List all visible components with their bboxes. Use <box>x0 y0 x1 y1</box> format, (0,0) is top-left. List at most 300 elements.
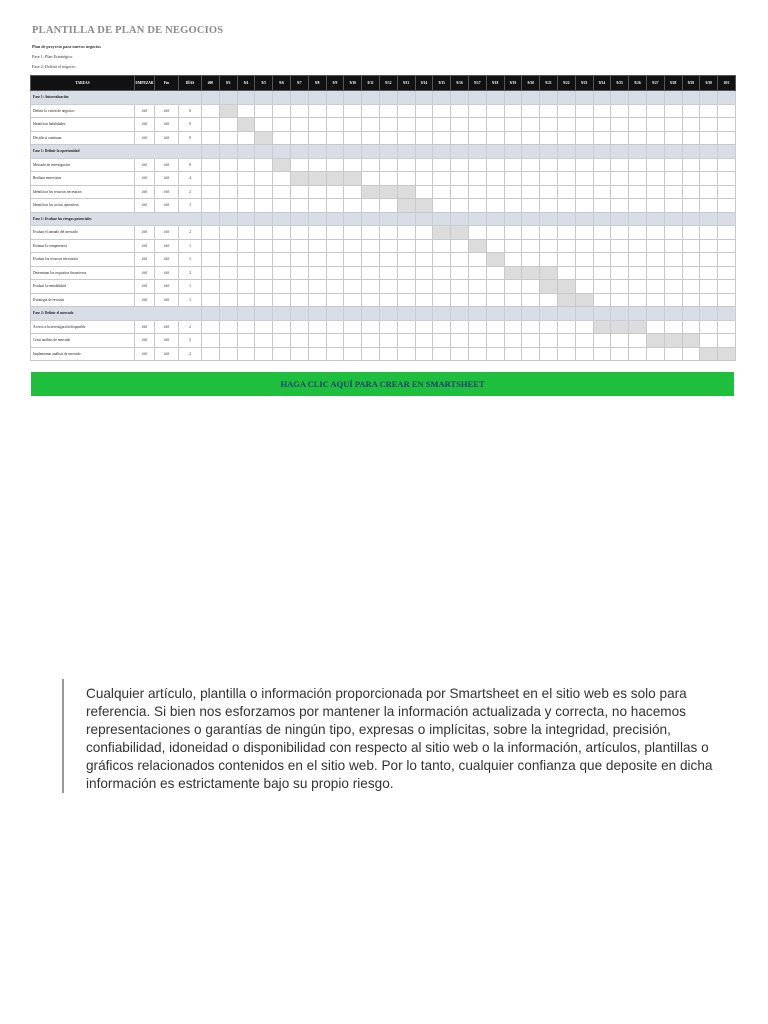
day-cell[interactable] <box>326 185 344 199</box>
day-cell[interactable] <box>504 334 522 348</box>
day-cell[interactable] <box>646 158 664 172</box>
day-cell[interactable] <box>575 320 593 334</box>
start-cell[interactable]: ### <box>135 280 155 294</box>
day-cell[interactable] <box>219 253 237 267</box>
day-cell[interactable] <box>308 118 326 132</box>
day-cell[interactable] <box>486 199 504 213</box>
day-cell[interactable] <box>362 253 380 267</box>
day-cell[interactable] <box>575 226 593 240</box>
day-cell[interactable] <box>255 118 273 132</box>
day-cell[interactable] <box>504 172 522 186</box>
day-cell[interactable] <box>255 347 273 361</box>
task-cell[interactable]: Estrategia de revisión <box>31 293 135 307</box>
day-cell[interactable] <box>682 280 700 294</box>
day-cell[interactable] <box>273 172 291 186</box>
task-cell[interactable]: Evaluar el tamaño del mercado <box>31 226 135 240</box>
day-cell[interactable] <box>682 253 700 267</box>
day-cell[interactable] <box>362 118 380 132</box>
day-cell[interactable] <box>433 158 451 172</box>
day-cell[interactable] <box>700 131 718 145</box>
day-cell[interactable] <box>326 118 344 132</box>
days-cell[interactable]: 0 <box>179 118 202 132</box>
day-cell[interactable] <box>237 266 255 280</box>
gantt-bar-cell[interactable] <box>451 226 469 240</box>
day-cell[interactable] <box>486 266 504 280</box>
end-cell[interactable]: ### <box>155 347 179 361</box>
day-cell[interactable] <box>486 185 504 199</box>
gantt-bar-cell[interactable] <box>593 320 611 334</box>
day-cell[interactable] <box>397 253 415 267</box>
day-cell[interactable] <box>344 320 362 334</box>
day-cell[interactable] <box>486 347 504 361</box>
day-cell[interactable] <box>664 104 682 118</box>
day-cell[interactable] <box>468 347 486 361</box>
task-cell[interactable]: Implementar análisis de mercado <box>31 347 135 361</box>
day-cell[interactable] <box>718 334 736 348</box>
day-cell[interactable] <box>504 280 522 294</box>
start-cell[interactable]: ### <box>135 293 155 307</box>
day-cell[interactable] <box>718 131 736 145</box>
day-cell[interactable] <box>237 253 255 267</box>
day-cell[interactable] <box>486 334 504 348</box>
day-cell[interactable] <box>344 104 362 118</box>
day-cell[interactable] <box>700 253 718 267</box>
day-cell[interactable] <box>700 104 718 118</box>
gantt-bar-cell[interactable] <box>629 320 647 334</box>
day-cell[interactable] <box>290 104 308 118</box>
days-cell[interactable]: 1 <box>179 199 202 213</box>
gantt-bar-cell[interactable] <box>433 226 451 240</box>
task-cell[interactable]: Estimar la competencia <box>31 239 135 253</box>
day-cell[interactable] <box>522 185 540 199</box>
day-cell[interactable] <box>468 118 486 132</box>
days-cell[interactable]: 0 <box>179 131 202 145</box>
day-cell[interactable] <box>700 293 718 307</box>
day-cell[interactable] <box>202 172 220 186</box>
end-cell[interactable]: ### <box>155 280 179 294</box>
day-cell[interactable] <box>646 199 664 213</box>
day-cell[interactable] <box>344 253 362 267</box>
day-cell[interactable] <box>255 320 273 334</box>
day-cell[interactable] <box>629 185 647 199</box>
day-cell[interactable] <box>557 226 575 240</box>
day-cell[interactable] <box>540 320 558 334</box>
day-cell[interactable] <box>593 226 611 240</box>
day-cell[interactable] <box>451 280 469 294</box>
day-cell[interactable] <box>362 334 380 348</box>
day-cell[interactable] <box>255 226 273 240</box>
day-cell[interactable] <box>202 199 220 213</box>
day-cell[interactable] <box>540 239 558 253</box>
day-cell[interactable] <box>290 334 308 348</box>
end-cell[interactable]: ### <box>155 172 179 186</box>
day-cell[interactable] <box>557 334 575 348</box>
day-cell[interactable] <box>219 293 237 307</box>
day-cell[interactable] <box>646 131 664 145</box>
day-cell[interactable] <box>557 253 575 267</box>
day-cell[interactable] <box>255 293 273 307</box>
day-cell[interactable] <box>575 280 593 294</box>
day-cell[interactable] <box>664 347 682 361</box>
day-cell[interactable] <box>575 131 593 145</box>
day-cell[interactable] <box>397 118 415 132</box>
day-cell[interactable] <box>593 185 611 199</box>
day-cell[interactable] <box>379 239 397 253</box>
day-cell[interactable] <box>202 104 220 118</box>
day-cell[interactable] <box>682 118 700 132</box>
day-cell[interactable] <box>397 104 415 118</box>
day-cell[interactable] <box>629 253 647 267</box>
day-cell[interactable] <box>664 131 682 145</box>
day-cell[interactable] <box>237 131 255 145</box>
day-cell[interactable] <box>468 334 486 348</box>
day-cell[interactable] <box>557 239 575 253</box>
day-cell[interactable] <box>326 226 344 240</box>
day-cell[interactable] <box>273 266 291 280</box>
gantt-bar-cell[interactable] <box>326 172 344 186</box>
day-cell[interactable] <box>397 172 415 186</box>
end-cell[interactable]: ### <box>155 226 179 240</box>
gantt-bar-cell[interactable] <box>486 253 504 267</box>
day-cell[interactable] <box>308 104 326 118</box>
day-cell[interactable] <box>593 172 611 186</box>
day-cell[interactable] <box>415 280 433 294</box>
day-cell[interactable] <box>682 226 700 240</box>
day-cell[interactable] <box>504 118 522 132</box>
day-cell[interactable] <box>326 253 344 267</box>
day-cell[interactable] <box>362 239 380 253</box>
day-cell[interactable] <box>629 104 647 118</box>
day-cell[interactable] <box>664 280 682 294</box>
day-cell[interactable] <box>611 347 629 361</box>
day-cell[interactable] <box>202 347 220 361</box>
gantt-bar-cell[interactable] <box>611 320 629 334</box>
day-cell[interactable] <box>308 185 326 199</box>
day-cell[interactable] <box>504 199 522 213</box>
gantt-bar-cell[interactable] <box>237 118 255 132</box>
day-cell[interactable] <box>611 158 629 172</box>
day-cell[interactable] <box>486 239 504 253</box>
day-cell[interactable] <box>290 253 308 267</box>
day-cell[interactable] <box>202 334 220 348</box>
day-cell[interactable] <box>468 266 486 280</box>
day-cell[interactable] <box>700 172 718 186</box>
days-cell[interactable]: 3 <box>179 334 202 348</box>
day-cell[interactable] <box>202 280 220 294</box>
day-cell[interactable] <box>611 253 629 267</box>
day-cell[interactable] <box>682 158 700 172</box>
gantt-bar-cell[interactable] <box>557 280 575 294</box>
day-cell[interactable] <box>451 185 469 199</box>
day-cell[interactable] <box>433 347 451 361</box>
day-cell[interactable] <box>255 266 273 280</box>
days-cell[interactable]: 2 <box>179 185 202 199</box>
day-cell[interactable] <box>219 280 237 294</box>
day-cell[interactable] <box>522 253 540 267</box>
day-cell[interactable] <box>326 104 344 118</box>
day-cell[interactable] <box>611 239 629 253</box>
day-cell[interactable] <box>255 172 273 186</box>
day-cell[interactable] <box>202 320 220 334</box>
day-cell[interactable] <box>451 253 469 267</box>
day-cell[interactable] <box>700 118 718 132</box>
day-cell[interactable] <box>646 320 664 334</box>
day-cell[interactable] <box>344 185 362 199</box>
day-cell[interactable] <box>237 293 255 307</box>
day-cell[interactable] <box>575 347 593 361</box>
day-cell[interactable] <box>415 172 433 186</box>
day-cell[interactable] <box>273 253 291 267</box>
day-cell[interactable] <box>593 253 611 267</box>
day-cell[interactable] <box>575 118 593 132</box>
day-cell[interactable] <box>646 104 664 118</box>
day-cell[interactable] <box>718 158 736 172</box>
day-cell[interactable] <box>522 239 540 253</box>
day-cell[interactable] <box>255 199 273 213</box>
day-cell[interactable] <box>415 334 433 348</box>
end-cell[interactable]: ### <box>155 266 179 280</box>
day-cell[interactable] <box>522 226 540 240</box>
end-cell[interactable]: ### <box>155 158 179 172</box>
day-cell[interactable] <box>540 172 558 186</box>
end-cell[interactable]: ### <box>155 118 179 132</box>
day-cell[interactable] <box>629 172 647 186</box>
day-cell[interactable] <box>255 158 273 172</box>
day-cell[interactable] <box>362 158 380 172</box>
day-cell[interactable] <box>575 104 593 118</box>
gantt-bar-cell[interactable] <box>522 266 540 280</box>
day-cell[interactable] <box>379 347 397 361</box>
day-cell[interactable] <box>273 199 291 213</box>
day-cell[interactable] <box>468 226 486 240</box>
day-cell[interactable] <box>273 280 291 294</box>
day-cell[interactable] <box>362 347 380 361</box>
day-cell[interactable] <box>255 185 273 199</box>
day-cell[interactable] <box>468 158 486 172</box>
gantt-bar-cell[interactable] <box>664 334 682 348</box>
day-cell[interactable] <box>219 239 237 253</box>
day-cell[interactable] <box>344 280 362 294</box>
day-cell[interactable] <box>237 280 255 294</box>
day-cell[interactable] <box>611 199 629 213</box>
day-cell[interactable] <box>664 199 682 213</box>
day-cell[interactable] <box>611 334 629 348</box>
day-cell[interactable] <box>255 280 273 294</box>
day-cell[interactable] <box>255 334 273 348</box>
day-cell[interactable] <box>379 158 397 172</box>
day-cell[interactable] <box>344 239 362 253</box>
day-cell[interactable] <box>611 185 629 199</box>
start-cell[interactable]: ### <box>135 118 155 132</box>
day-cell[interactable] <box>629 334 647 348</box>
day-cell[interactable] <box>611 293 629 307</box>
start-cell[interactable]: ### <box>135 226 155 240</box>
day-cell[interactable] <box>415 131 433 145</box>
day-cell[interactable] <box>700 280 718 294</box>
days-cell[interactable]: 4 <box>179 172 202 186</box>
day-cell[interactable] <box>486 280 504 294</box>
start-cell[interactable]: ### <box>135 104 155 118</box>
day-cell[interactable] <box>290 185 308 199</box>
day-cell[interactable] <box>273 131 291 145</box>
start-cell[interactable]: ### <box>135 199 155 213</box>
day-cell[interactable] <box>718 266 736 280</box>
day-cell[interactable] <box>290 347 308 361</box>
day-cell[interactable] <box>682 104 700 118</box>
day-cell[interactable] <box>219 185 237 199</box>
day-cell[interactable] <box>273 347 291 361</box>
task-cell[interactable]: Identificar los recursos necesarios <box>31 185 135 199</box>
day-cell[interactable] <box>486 293 504 307</box>
day-cell[interactable] <box>504 131 522 145</box>
day-cell[interactable] <box>593 334 611 348</box>
days-cell[interactable]: 0 <box>179 158 202 172</box>
day-cell[interactable] <box>415 347 433 361</box>
day-cell[interactable] <box>290 293 308 307</box>
create-in-smartsheet-button[interactable]: HAGA CLIC AQUÍ PARA CREAR EN SMARTSHEET <box>31 372 734 396</box>
task-cell[interactable]: Definir la visión de negocios <box>31 104 135 118</box>
day-cell[interactable] <box>646 172 664 186</box>
day-cell[interactable] <box>237 334 255 348</box>
day-cell[interactable] <box>700 199 718 213</box>
day-cell[interactable] <box>344 199 362 213</box>
start-cell[interactable]: ### <box>135 266 155 280</box>
day-cell[interactable] <box>504 158 522 172</box>
day-cell[interactable] <box>575 334 593 348</box>
day-cell[interactable] <box>344 266 362 280</box>
day-cell[interactable] <box>540 118 558 132</box>
days-cell[interactable]: 0 <box>179 104 202 118</box>
day-cell[interactable] <box>593 158 611 172</box>
day-cell[interactable] <box>611 226 629 240</box>
day-cell[interactable] <box>504 226 522 240</box>
day-cell[interactable] <box>629 118 647 132</box>
end-cell[interactable]: ### <box>155 104 179 118</box>
day-cell[interactable] <box>308 239 326 253</box>
day-cell[interactable] <box>646 280 664 294</box>
gantt-bar-cell[interactable] <box>468 239 486 253</box>
day-cell[interactable] <box>504 185 522 199</box>
day-cell[interactable] <box>273 320 291 334</box>
day-cell[interactable] <box>575 266 593 280</box>
day-cell[interactable] <box>575 158 593 172</box>
day-cell[interactable] <box>379 266 397 280</box>
day-cell[interactable] <box>415 185 433 199</box>
end-cell[interactable]: ### <box>155 131 179 145</box>
day-cell[interactable] <box>664 185 682 199</box>
day-cell[interactable] <box>255 253 273 267</box>
end-cell[interactable]: ### <box>155 239 179 253</box>
day-cell[interactable] <box>557 104 575 118</box>
day-cell[interactable] <box>308 320 326 334</box>
day-cell[interactable] <box>415 104 433 118</box>
day-cell[interactable] <box>664 266 682 280</box>
day-cell[interactable] <box>415 239 433 253</box>
day-cell[interactable] <box>219 118 237 132</box>
day-cell[interactable] <box>219 266 237 280</box>
day-cell[interactable] <box>379 104 397 118</box>
day-cell[interactable] <box>664 118 682 132</box>
day-cell[interactable] <box>362 104 380 118</box>
day-cell[interactable] <box>629 199 647 213</box>
day-cell[interactable] <box>504 253 522 267</box>
day-cell[interactable] <box>255 104 273 118</box>
day-cell[interactable] <box>611 266 629 280</box>
day-cell[interactable] <box>397 334 415 348</box>
day-cell[interactable] <box>308 347 326 361</box>
gantt-bar-cell[interactable] <box>700 347 718 361</box>
day-cell[interactable] <box>629 266 647 280</box>
day-cell[interactable] <box>202 158 220 172</box>
day-cell[interactable] <box>273 118 291 132</box>
day-cell[interactable] <box>379 172 397 186</box>
day-cell[interactable] <box>646 253 664 267</box>
day-cell[interactable] <box>540 104 558 118</box>
day-cell[interactable] <box>273 185 291 199</box>
task-cell[interactable]: Crear análisis de mercado <box>31 334 135 348</box>
day-cell[interactable] <box>451 320 469 334</box>
day-cell[interactable] <box>593 131 611 145</box>
day-cell[interactable] <box>415 253 433 267</box>
day-cell[interactable] <box>308 266 326 280</box>
day-cell[interactable] <box>202 131 220 145</box>
days-cell[interactable]: 2 <box>179 320 202 334</box>
end-cell[interactable]: ### <box>155 293 179 307</box>
day-cell[interactable] <box>308 253 326 267</box>
day-cell[interactable] <box>593 280 611 294</box>
task-cell[interactable]: Identificar los costos operativos <box>31 199 135 213</box>
day-cell[interactable] <box>486 320 504 334</box>
day-cell[interactable] <box>718 280 736 294</box>
day-cell[interactable] <box>290 158 308 172</box>
day-cell[interactable] <box>557 266 575 280</box>
day-cell[interactable] <box>344 131 362 145</box>
day-cell[interactable] <box>700 334 718 348</box>
day-cell[interactable] <box>273 239 291 253</box>
day-cell[interactable] <box>415 293 433 307</box>
day-cell[interactable] <box>273 293 291 307</box>
day-cell[interactable] <box>468 293 486 307</box>
day-cell[interactable] <box>664 253 682 267</box>
day-cell[interactable] <box>219 347 237 361</box>
day-cell[interactable] <box>326 131 344 145</box>
day-cell[interactable] <box>682 347 700 361</box>
days-cell[interactable]: 1 <box>179 280 202 294</box>
start-cell[interactable]: ### <box>135 239 155 253</box>
day-cell[interactable] <box>682 293 700 307</box>
day-cell[interactable] <box>397 320 415 334</box>
task-cell[interactable]: Realizar entrevistas <box>31 172 135 186</box>
day-cell[interactable] <box>290 199 308 213</box>
task-cell[interactable]: Acceso a la investigación disponible <box>31 320 135 334</box>
day-cell[interactable] <box>344 118 362 132</box>
day-cell[interactable] <box>522 158 540 172</box>
day-cell[interactable] <box>362 131 380 145</box>
day-cell[interactable] <box>557 118 575 132</box>
day-cell[interactable] <box>290 280 308 294</box>
gantt-bar-cell[interactable] <box>273 158 291 172</box>
day-cell[interactable] <box>557 158 575 172</box>
days-cell[interactable]: 2 <box>179 347 202 361</box>
end-cell[interactable]: ### <box>155 185 179 199</box>
day-cell[interactable] <box>415 158 433 172</box>
day-cell[interactable] <box>415 320 433 334</box>
gantt-bar-cell[interactable] <box>540 266 558 280</box>
day-cell[interactable] <box>219 320 237 334</box>
day-cell[interactable] <box>629 293 647 307</box>
day-cell[interactable] <box>379 293 397 307</box>
task-cell[interactable]: Identificar habilidades <box>31 118 135 132</box>
